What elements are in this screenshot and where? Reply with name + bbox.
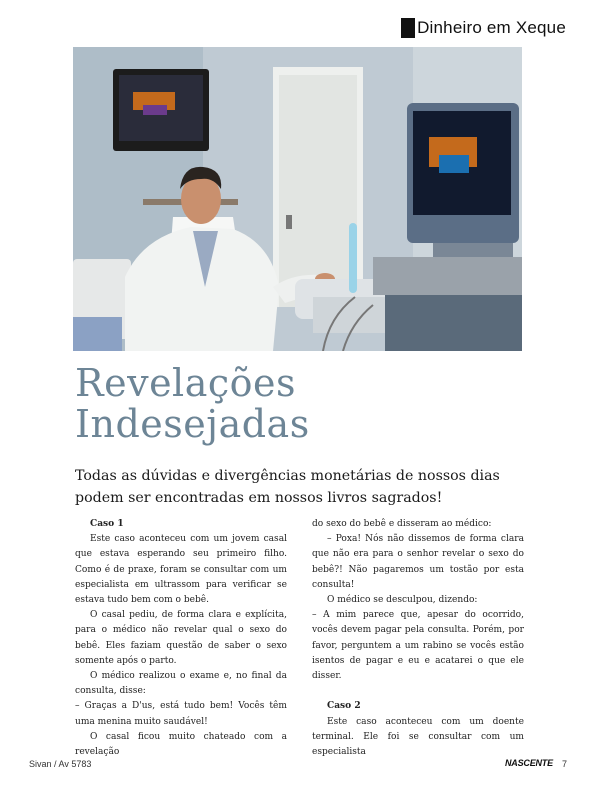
headline-line-1: Revelações bbox=[75, 361, 297, 405]
paragraph: O médico realizou o exame e, no final da consulta, disse: bbox=[75, 671, 287, 697]
section-title: Dinheiro em Xeque bbox=[417, 18, 566, 37]
page-number: 7 bbox=[562, 759, 568, 769]
section-marker bbox=[401, 18, 415, 38]
issue-label: Sivan / Av 5783 bbox=[29, 759, 92, 769]
text-column-left bbox=[75, 517, 287, 760]
paragraph: do sexo do bebê e disseram ao médico: bbox=[312, 519, 492, 529]
headline-line-2: Indesejadas bbox=[75, 402, 310, 446]
paragraph: Este caso aconteceu com um jovem casal que estava esperando seu primeiro filho. Como é de praxe, foram se consultar com um especialista em ultrassom para verificar se estava tudo bem com o bebê. bbox=[75, 534, 287, 606]
case-heading: Caso 2 bbox=[327, 701, 361, 712]
article-headline bbox=[75, 363, 310, 445]
publication-logo: NASCENTE bbox=[505, 758, 553, 768]
case-heading: Caso 1 bbox=[90, 519, 124, 529]
paragraph: O médico se desculpou, dizendo: bbox=[327, 595, 478, 606]
article-lead: Todas as dúvidas e divergências monetárias de nossos dias podem ser encontradas em nossos livros sagrados! bbox=[75, 468, 500, 506]
paragraph: O casal ficou muito chateado com a revelação bbox=[75, 731, 287, 758]
text-column-right bbox=[312, 517, 524, 760]
paragraph: – A mim parece que, apesar do ocorrido, vocês devem pagar pela consulta. Porém, por favor, perguntem a um rabino se vocês estão isentos de pagar e eu e acatarei o que ele disser. bbox=[312, 610, 524, 682]
paragraph: Este caso aconteceu com um doente terminal. Ele foi se consultar com um especialista bbox=[312, 716, 524, 758]
paragraph: O casal pediu, de forma clara e explícita, para o médico não revelar qual o sexo do bebê. Eles faziam questão de saber o sexo somente após o parto. bbox=[75, 610, 287, 666]
section-header bbox=[401, 18, 566, 38]
paragraph: – Graças a D'us, está tudo bem! Vocês têm uma menina muito saudável! bbox=[75, 701, 287, 727]
article-photo bbox=[73, 47, 522, 351]
paragraph: – Poxa! Nós não dissemos de forma clara que não era para o senhor revelar o sexo do bebê?! Não pagaremos um tostão por esta consulta! bbox=[312, 534, 524, 590]
